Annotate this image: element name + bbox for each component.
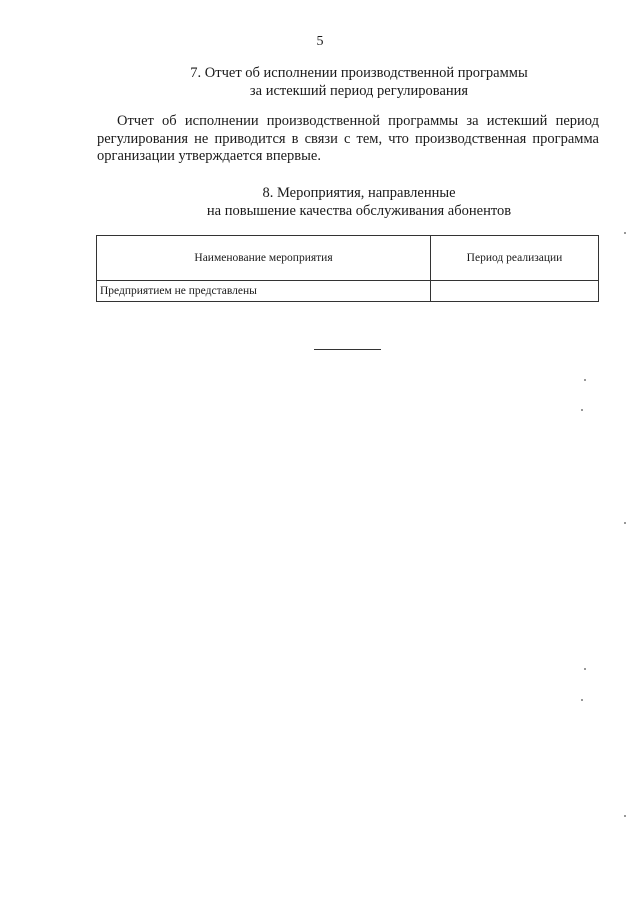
scan-speck <box>624 522 626 524</box>
events-table <box>96 235 599 302</box>
section-7-paragraph: Отчет об исполнении производственной программы за истекший период регулирования не приводится в связи с тем, что производственная программа организации утверждается впервые. <box>97 113 599 164</box>
table-cell-period <box>431 281 599 302</box>
column-header-period: Период реализации <box>431 236 599 281</box>
section-8-heading-line-2: на повышение качества обслуживания абонентов <box>206 203 512 219</box>
section-7-heading-line-2: за истекший период регулирования <box>249 83 469 99</box>
scan-speck <box>584 668 586 670</box>
section-8-heading <box>0 184 640 220</box>
scan-speck <box>624 815 626 817</box>
table-row <box>97 281 599 302</box>
column-header-event-name: Наименование мероприятия <box>97 236 431 281</box>
section-7-heading-line-1: 7. Отчет об исполнении производственной программы <box>190 65 528 81</box>
scan-speck <box>581 699 583 701</box>
table-header-row <box>97 236 599 281</box>
scan-speck <box>581 409 583 411</box>
end-of-document-rule <box>314 349 381 350</box>
page-number: 5 <box>316 34 324 49</box>
section-8-heading-line-1: 8. Мероприятия, направленные <box>262 185 456 201</box>
scan-speck <box>624 232 626 234</box>
scan-speck <box>584 379 586 381</box>
section-7-heading <box>0 64 640 100</box>
table-cell-event-name: Предприятием не представлены <box>97 281 431 302</box>
